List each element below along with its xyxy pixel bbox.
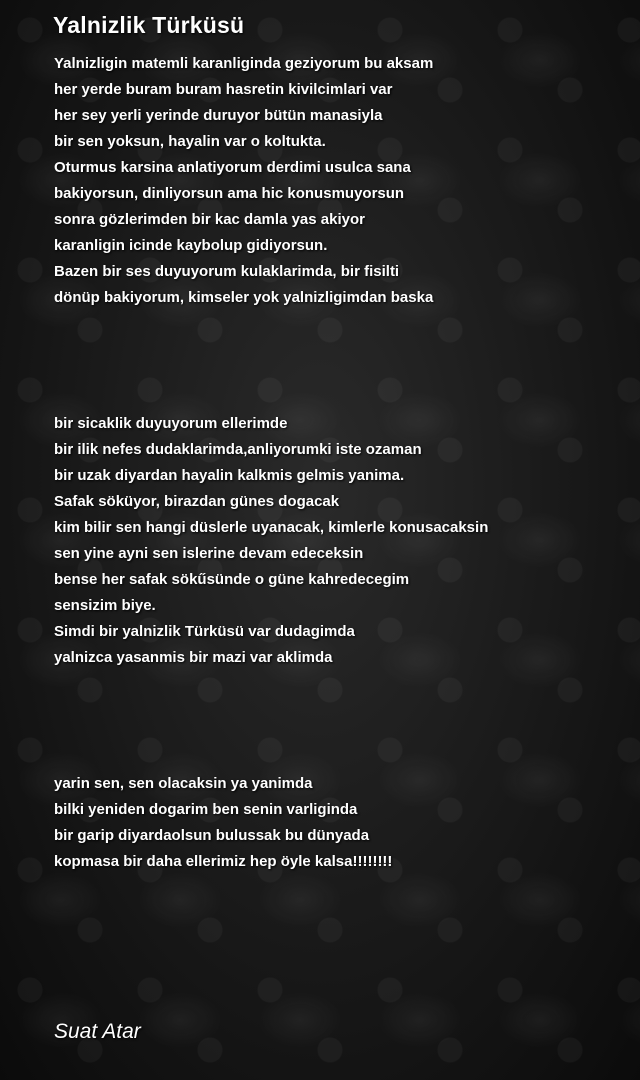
poem-line: bilki yeniden dogarim ben senin varliginda [54, 801, 358, 818]
poem-line: Bazen bir ses duyuyorum kulaklarimda, bir fisilti [54, 263, 400, 280]
poem-line: bense her safak sökűsünde o güne kahredecegim [54, 571, 410, 588]
author-name: Suat Atar [54, 1020, 141, 1043]
poem-line: sen yine ayni sen islerine devam edeceksin [54, 545, 364, 562]
stanza-1 [54, 51, 433, 311]
poem-title: Yalnizlik Türküsü [53, 12, 245, 38]
poem-line: Safak söküyor, birazdan günes dogacak [54, 493, 340, 510]
poem-line: yarin sen, sen olacaksin ya yanimda [54, 775, 313, 792]
poem-line: bir sen yoksun, hayalin var o koltukta. [54, 133, 326, 150]
poem-line: bakiyorsun, dinliyorsun ama hic konusmuyorsun [54, 185, 405, 202]
poem-line: bir ilik nefes dudaklarimda,anliyorumki iste ozaman [54, 441, 422, 458]
poem-line: bir uzak diyardan hayalin kalkmis gelmis yanima. [54, 467, 405, 484]
poem-line: kopmasa bir daha ellerimiz hep öyle kalsa!!!!!!!! [54, 853, 393, 870]
poem-line: karanligin icinde kaybolup gidiyorsun. [54, 237, 328, 254]
poem-line: bir garip diyardaolsun bulussak bu dünyada [54, 827, 370, 844]
poem-line: Oturmus karsina anlatiyorum derdimi usulca sana [54, 159, 411, 176]
stanza-3 [54, 771, 392, 875]
poem-line: Simdi bir yalnizlik Türküsü var dudagimda [54, 623, 355, 640]
poem-line: dönüp bakiyorum, kimseler yok yalnizligimdan baska [54, 289, 434, 306]
poem-line: her yerde buram buram hasretin kivilcimlari var [54, 81, 393, 98]
stanza-2 [54, 411, 488, 671]
poem-line: yalnizca yasanmis bir mazi var aklimda [54, 649, 333, 666]
poem-line: Yalnizligin matemli karanliginda geziyorum bu aksam [54, 55, 434, 72]
poem-line: sonra gözlerimden bir kac damla yas akiyor [54, 211, 365, 228]
poem-line: her sey yerli yerinde duruyor bütün manasiyla [54, 107, 383, 124]
poem-line: bir sicaklik duyuyorum ellerimde [54, 415, 288, 432]
poem-line: sensizim biye. [54, 597, 156, 614]
poem-line: kim bilir sen hangi düslerle uyanacak, kimlerle konusacaksin [54, 519, 489, 536]
